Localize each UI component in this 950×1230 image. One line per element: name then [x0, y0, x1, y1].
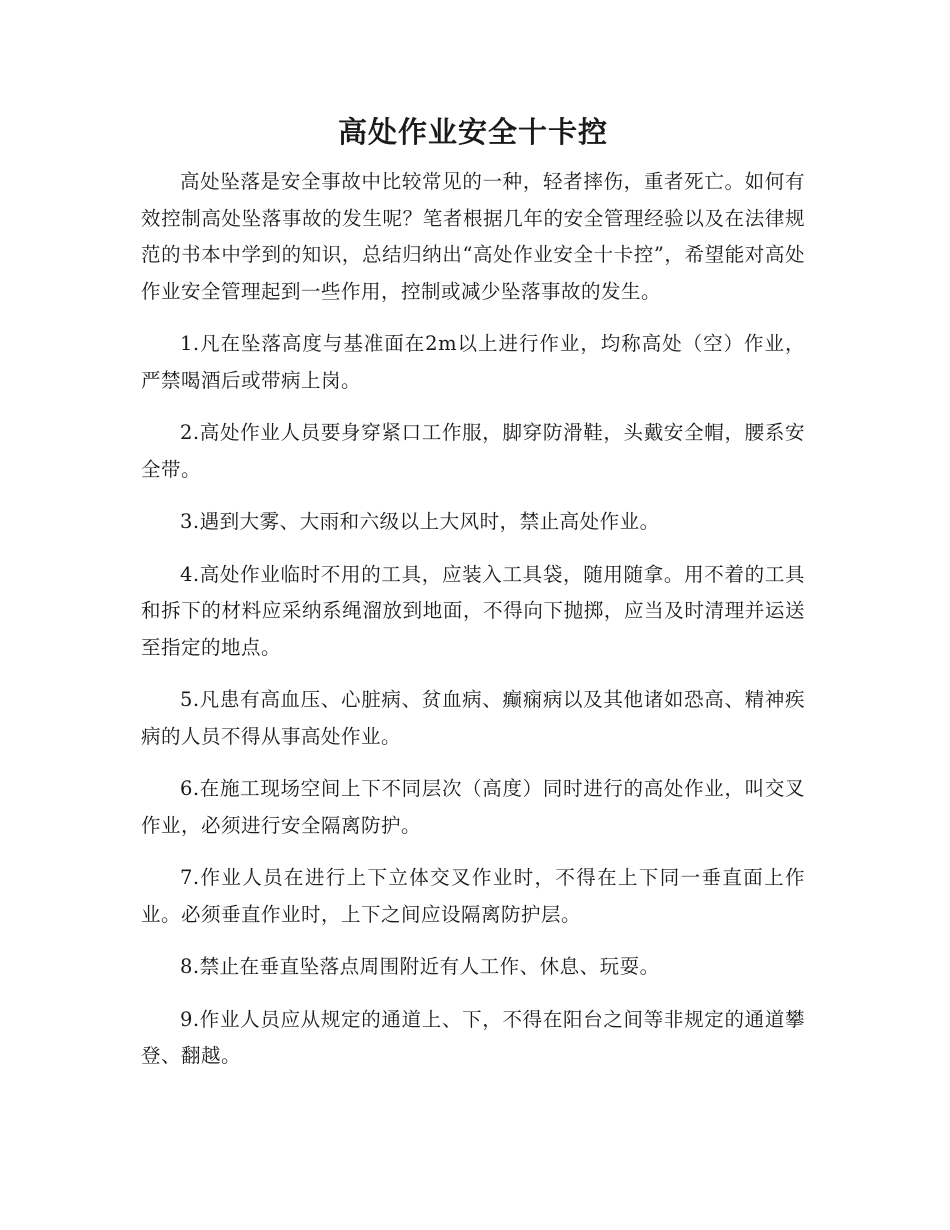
rule-item-8: 8.禁止在垂直坠落点周围附近有人工作、休息、玩耍。: [180, 955, 660, 978]
document-title: 高处作业安全十卡控: [337, 115, 608, 149]
intro-paragraph: 高处坠落是安全事故中比较常见的一种，轻者摔伤，重者死亡。如何有效控制高处坠落事故的发生呢？笔者根据几年的安全管理经验以及在法律规范的书本中学到的知识，总结归纳出“高处作业安全十卡控”，希望能对高处作业安全管理起到一些作用，控制或减少坠落事故的发生。: [141, 170, 805, 303]
rule-item-1: 1.凡在坠落高度与基准面在2m以上进行作业，均称高处（空）作业，严禁喝酒后或带病上岗。: [141, 332, 805, 392]
rule-item-6: 6.在施工现场空间上下不同层次（高度）同时进行的高处作业，叫交叉作业，必须进行安全隔离防护。: [141, 777, 805, 837]
rule-item-3: 3.遇到大雾、大雨和六级以上大风时，禁止高处作业。: [180, 510, 660, 533]
document-body: [141, 110, 805, 1075]
rule-item-2: 2.高处作业人员要身穿紧口工作服，脚穿防滑鞋，头戴安全帽，腰系安全带。: [141, 421, 805, 481]
rule-item-5: 5.凡患有高血压、心脏病、贫血病、癫痫病以及其他诸如恐高、精神疾病的人员不得从事高处作业。: [141, 688, 805, 748]
rule-item-7: 7.作业人员在进行上下立体交叉作业时，不得在上下同一垂直面上作业。必须垂直作业时，上下之间应设隔离防护层。: [141, 866, 805, 926]
rule-item-4: 4.高处作业临时不用的工具，应装入工具袋，随用随拿。用不着的工具和拆下的材料应采纳系绳溜放到地面，不得向下抛掷，应当及时清理并运送至指定的地点。: [141, 562, 805, 659]
rule-item-9: 9.作业人员应从规定的通道上、下，不得在阳台之间等非规定的通道攀登、翻越。: [141, 1007, 805, 1067]
